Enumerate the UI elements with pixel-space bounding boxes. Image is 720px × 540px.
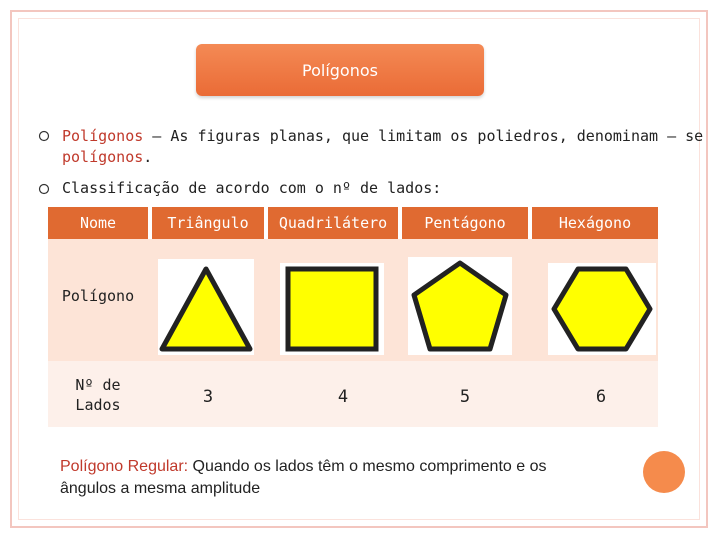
bullet-icon	[38, 183, 50, 195]
bullet-1-end: .	[143, 148, 153, 166]
label-sides-line-1: Nº de	[75, 376, 121, 394]
bullet-1-line-1	[62, 127, 703, 145]
label-sides	[48, 375, 148, 415]
header-pentagono: Pentágono	[402, 207, 528, 239]
note-text-2: ângulos a mesma amplitude	[60, 480, 261, 497]
bullet-1-line-2	[62, 148, 152, 166]
term-poligonos: Polígonos	[62, 127, 144, 145]
bullet-1-text: – As figuras planas, que limitam os poliedros, denominam – se	[143, 127, 704, 145]
hexagon-cell	[548, 263, 656, 355]
header-quadrilatero: Quadrilátero	[268, 207, 398, 239]
header-triangulo: Triângulo	[152, 207, 264, 239]
sides-hexagon: 6	[595, 387, 607, 407]
polygon-table	[48, 207, 658, 427]
header-hexagono: Hexágono	[532, 207, 658, 239]
slide-title	[196, 44, 484, 96]
pentagon-icon	[408, 257, 512, 355]
pentagon-cell	[408, 257, 512, 355]
note-text-1: Quando os lados têm o mesmo comprimento e os	[188, 458, 547, 475]
square-cell	[280, 263, 384, 355]
bullet-2-text: Classificação de acordo com o nº de lados:	[62, 179, 442, 197]
square-icon	[280, 263, 384, 355]
triangle-icon	[158, 259, 254, 355]
sides-triangle: 3	[202, 387, 214, 407]
bullet-2-line	[62, 179, 441, 197]
term-poligonos-2: polígonos	[62, 148, 144, 166]
hexagon-icon	[548, 263, 656, 355]
decorative-circle-icon	[643, 451, 685, 493]
bullet-icon	[38, 130, 50, 142]
regular-polygon-note	[60, 456, 546, 500]
title-text: Polígonos	[302, 60, 378, 80]
note-label: Polígono Regular:	[60, 458, 189, 475]
label-poligono: Polígono	[61, 287, 135, 305]
sides-pentagon: 5	[459, 387, 471, 407]
sides-quadrilateral: 4	[337, 387, 349, 407]
label-sides-line-2: Lados	[75, 396, 121, 414]
header-nome: Nome	[48, 207, 148, 239]
triangle-cell	[158, 259, 254, 355]
